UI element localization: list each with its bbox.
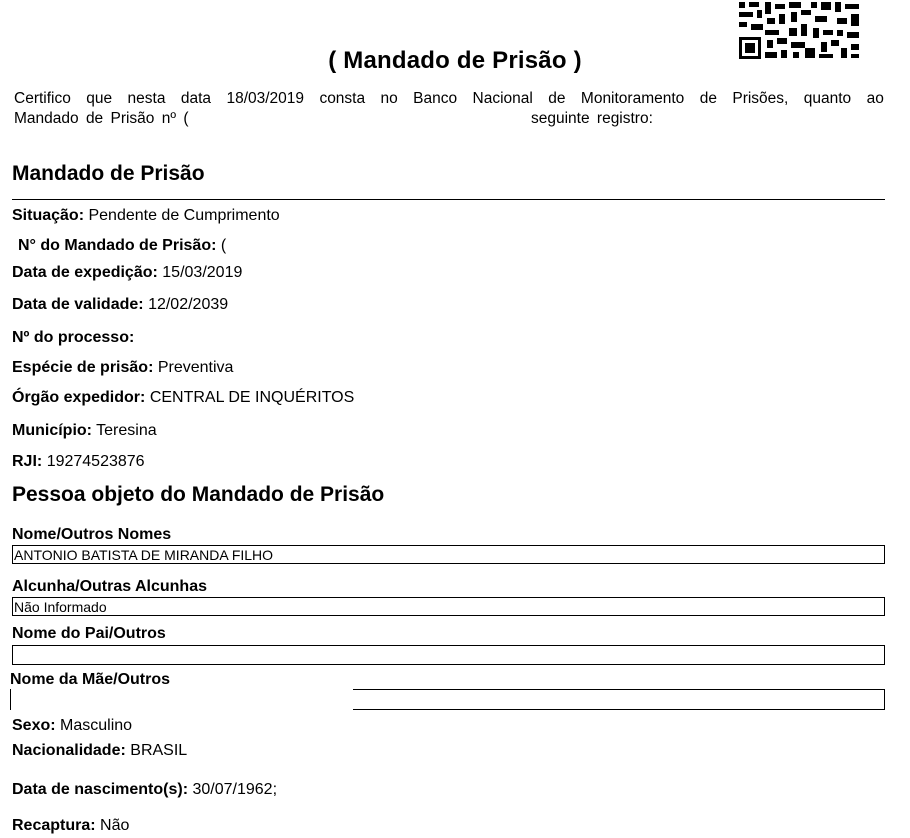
field-value: 12/02/2039 [148,296,229,313]
field-value: 15/03/2019 [162,264,243,281]
nome-value-box: ANTONIO BATISTA DE MIRANDA FILHO [12,545,885,564]
field-value: Masculino [60,717,133,734]
field-data-validade [12,296,228,314]
certificate-line-2a: Mandado de Prisão nº ( [14,110,189,127]
cert-word: de [548,90,566,107]
field-nacionalidade [12,742,187,760]
cert-word: Monitoramento [580,90,685,107]
document-title: ( Mandado de Prisão ) [328,47,582,74]
mae-value-box [10,689,885,710]
mae-label: Nome da Mãe/Outros [10,671,171,688]
cert-word: no [380,90,398,107]
warrant-section-title: Mandado de Prisão [12,162,205,185]
cert-word: data [180,90,212,107]
field-value: 19274523876 [46,453,145,470]
field-value: BRASIL [130,742,188,759]
cert-word: Certifico [14,90,71,107]
field-label: Órgão expedidor: [12,389,146,406]
field-label: Município: [12,422,92,439]
field-label: Situação: [12,207,85,224]
field-numero-mandado [18,237,226,255]
cert-word: de [699,90,717,107]
cert-word: ao [866,90,884,107]
field-situacao [12,207,280,225]
field-label: Sexo: [12,717,56,734]
cert-word: consta [319,90,366,107]
field-label: Nacionalidade: [12,742,126,759]
cert-word: Nacional [472,90,533,107]
pai-label: Nome do Pai/Outros [12,625,166,642]
cert-word: Banco [413,90,458,107]
field-label: Nº do processo: [12,329,135,346]
cert-word: que [86,90,113,107]
field-label: Data de expedição: [12,264,158,281]
alcunha-value-box: Não Informado [12,597,885,616]
certificate-line-2b: seguinte registro: [531,110,653,127]
field-recaptura [12,817,129,835]
section-divider [12,199,885,200]
alcunha-label: Alcunha/Outras Alcunhas [12,578,207,595]
field-data-nascimento [12,781,277,799]
field-value: ( [220,237,227,254]
field-label: Recaptura: [12,817,96,834]
field-orgao-expedidor [12,389,354,407]
field-value: Pendente de Cumprimento [88,207,280,224]
field-label: N° do Mandado de Prisão: [18,237,217,254]
cert-word: Prisões, [732,90,789,107]
field-value: Não [100,817,130,834]
field-label: RJI: [12,453,43,470]
field-numero-processo [12,329,134,347]
field-especie-prisao [12,359,233,377]
field-data-expedicao [12,264,242,282]
certificate-line-1 [14,89,884,109]
person-section-title: Pessoa objeto do Mandado de Prisão [12,483,385,506]
nome-label: Nome/Outros Nomes [12,526,172,543]
field-value: Teresina [96,422,157,439]
field-label: Espécie de prisão: [12,359,154,376]
field-value: CENTRAL DE INQUÉRITOS [149,389,355,406]
pai-value-box [12,645,885,665]
cert-word: quanto [803,90,852,107]
cert-word: nesta [127,90,166,107]
field-label: Data de nascimento(s): [12,781,189,798]
field-municipio [12,422,157,440]
field-rji [12,453,145,471]
field-value: Preventiva [157,359,234,376]
cert-date: 18/03/2019 [226,90,305,107]
field-sexo [12,717,132,735]
field-label: Data de validade: [12,296,144,313]
field-value: 30/07/1962; [192,781,278,798]
